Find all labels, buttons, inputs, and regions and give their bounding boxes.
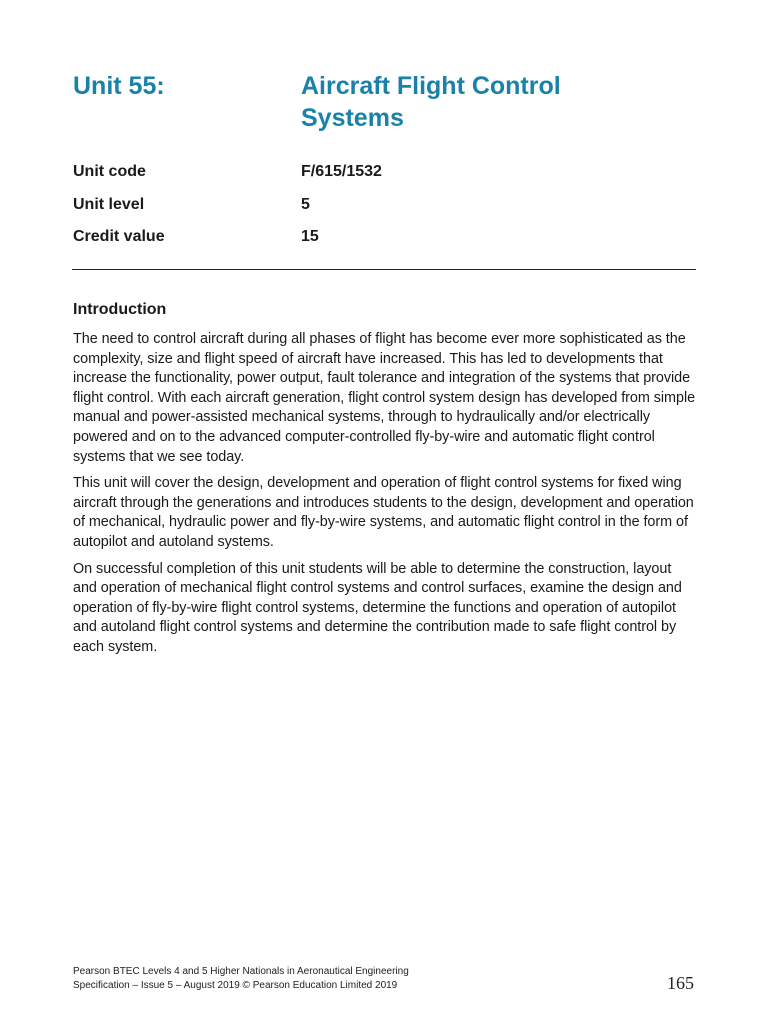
meta-value: F/615/1532	[301, 163, 382, 180]
section-divider	[72, 269, 696, 270]
introduction-heading: Introduction	[73, 301, 167, 318]
meta-value: 5	[301, 195, 310, 213]
footer-line: Specification – Issue 5 – August 2019 © Pearson Education Limited 2019	[73, 980, 398, 991]
introduction-section	[73, 298, 697, 665]
unit-meta-table	[73, 160, 693, 258]
page-footer	[73, 965, 473, 993]
introduction-paragraph: This unit will cover the design, development and operation of flight control systems for fixed wing aircraft through the generations and introduces students to the design, development and operation of mechanical, hydraulic power and fly-by-wire systems, and automatic flight control in the form of autopilot and autoland systems.	[73, 475, 694, 550]
unit-header	[73, 70, 693, 140]
introduction-paragraph: On successful completion of this unit students will be able to determine the construction, layout and operation of mechanical flight control systems and control surfaces, examine the design and operation of fly-by-wire flight control systems, determine the functions and operation of autopilot and autoland flight control systems and determine the contribution made to safe flight control by each system.	[73, 560, 682, 655]
meta-value: 15	[301, 228, 319, 245]
page-number: 165	[667, 973, 694, 993]
meta-label: Unit level	[73, 195, 145, 213]
introduction-paragraph: The need to control aircraft during all phases of flight has become ever more sophisticated as the complexity, size and flight speed of aircraft have increased. This has led to developments that increase the functionality, power output, fault tolerance and integration of the systems that provide flight control. With each aircraft generation, flight control system design has developed from simple manual and power-assisted mechanical systems, through to hydraulically and/or electrically powered and on to the advanced computer-controlled fly-by-wire and automatic flight control systems that we see today.	[73, 331, 696, 465]
meta-label: Credit value	[73, 228, 165, 245]
meta-row-unit-code	[73, 160, 693, 193]
meta-row-unit-level	[73, 193, 693, 226]
meta-row-credit-value	[73, 225, 693, 258]
meta-label: Unit code	[73, 163, 146, 180]
unit-title: Aircraft Flight Control Systems	[301, 72, 561, 132]
unit-number: Unit 55:	[73, 72, 165, 100]
footer-line: Pearson BTEC Levels 4 and 5 Higher Nationals in Aeronautical Engineering	[73, 966, 409, 977]
